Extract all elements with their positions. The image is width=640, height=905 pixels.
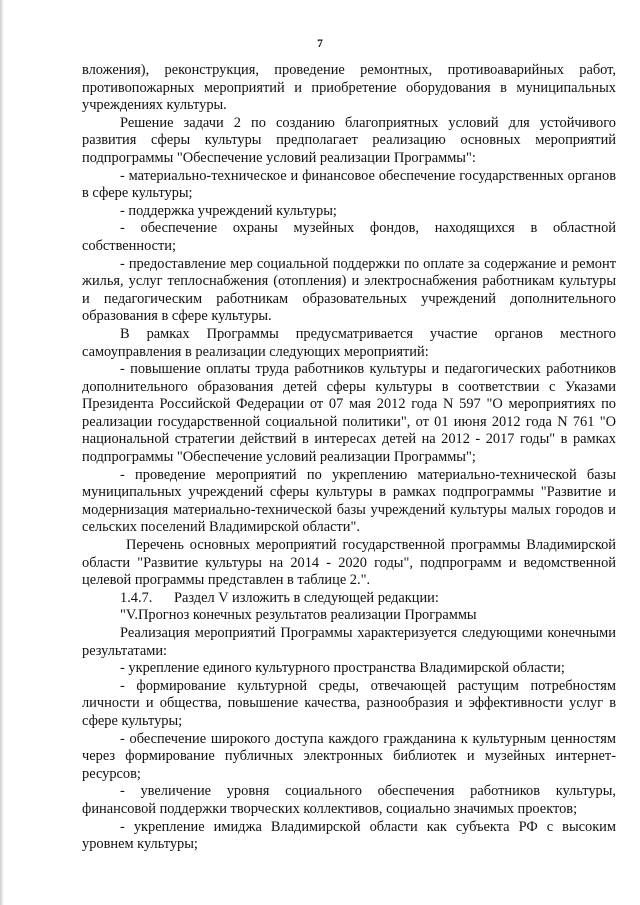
scan-edge-shadow	[0, 0, 4, 905]
paragraph-3: - материально-техническое и финансовое обеспечение государственных органов в сфере культуры;	[82, 167, 616, 202]
paragraph-7: В рамках Программы предусматривается участие органов местного самоуправления в реализации следующих мероприятий:	[82, 325, 616, 360]
body-text	[82, 62, 616, 854]
page-number: 7	[317, 38, 323, 50]
paragraph-10: Перечень основных мероприятий государственной программы Владимирской области "Развитие культуры на 2014 - 2020 годы", подпрограмм и ведомственной целевой программы представлен в таблице 2.".	[82, 537, 616, 589]
paragraph-6: - предоставление мер социальной поддержки по оплате за содержание и ремонт жилья, услуг теплоснабжения (отопления) и электроснабжения работникам культуры и педагогическим работникам образовательных учреждений дополнительного образования в сфере культуры.	[82, 255, 616, 325]
section-heading: "V.Прогноз конечных результатов реализации Программы	[120, 607, 477, 624]
paragraph-9: - проведение мероприятий по укреплению материально-технической базы муниципальных учреждений сферы культуры в рамках подпрограммы "Развитие и модернизация материально-технической базы учреждений культуры малых городов и сельских поселений Владимирской области".	[82, 466, 616, 536]
paragraph-8: - повышение оплаты труда работников культуры и педагогических работников дополнительного образования детей сферы культуры в соответствии с Указами Президента Российской Федерации от 07 мая 2012 года N 597 "О мероприятиях по реализации государственной социальной политики", от 01 июня 2012 года N 761 "О национальной стратегии действий в интересах детей на 2012 - 2017 годы" в рамках подпрограммы "Обеспечение условий реализации Программы";	[82, 361, 616, 466]
paragraph-5: - обеспечение охраны музейных фондов, находящихся в областной собственности;	[82, 220, 616, 254]
paragraph-18: - укрепление имиджа Владимирской области как субъекта РФ с высоким уровнем культуры;	[82, 818, 616, 853]
paragraph-13: Реализация мероприятий Программы характеризуется следующими конечными результатами:	[82, 625, 616, 659]
paragraph-1: вложения), реконструкция, проведение ремонтных, противоаварийных работ, противопожарных мероприятий и приобретение оборудования в муниципальных учреждениях культуры.	[82, 62, 616, 114]
paragraph-4: - поддержка учреждений культуры;	[120, 202, 337, 219]
paragraph-11: 1.4.7. Раздел V изложить в следующей редакции:	[120, 589, 439, 606]
paragraph-17: - увеличение уровня социального обеспечения работников культуры, финансовой поддержки творческих коллективов, социально значимых проектов;	[82, 783, 616, 817]
paragraph-15: - формирование культурной среды, отвечающей растущим потребностям личности и общества, повышение качества, разнообразия и эффективности услуг в сфере культуры;	[82, 677, 616, 729]
paragraph-16: - обеспечение широкого доступа каждого гражданина к культурным ценностям через формирование публичных электронных библиотек и музейных интернет-ресурсов;	[82, 730, 616, 782]
paragraph-14: - укрепление единого культурного пространства Владимирской области;	[120, 660, 565, 677]
paragraph-2: Решение задачи 2 по созданию благоприятных условий для устойчивого развития сферы культуры предполагает реализацию основных мероприятий подпрограммы "Обеспечение условий реализации Программы":	[82, 114, 616, 166]
